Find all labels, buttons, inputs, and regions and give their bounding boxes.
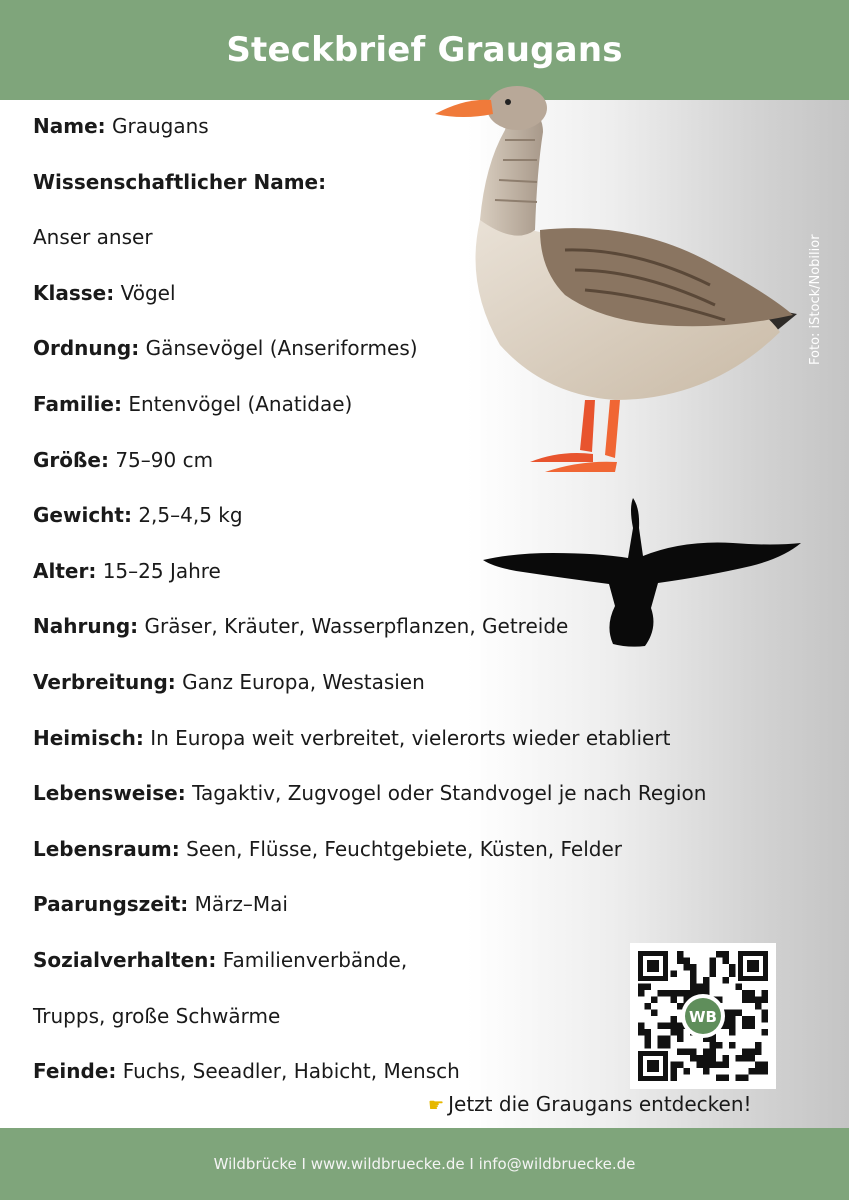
fact-value: Ganz Europa, Westasien [182, 670, 425, 694]
fact-line [33, 448, 213, 472]
page-title: Steckbrief Graugans [226, 30, 623, 70]
fact-label: Wissenschaftlicher Name: [33, 169, 327, 194]
fact-line [33, 892, 288, 916]
fact-label: Lebensraum: [33, 836, 180, 861]
fact-line [33, 503, 243, 527]
fact-label: Alter: [33, 558, 97, 583]
fact-line [33, 336, 418, 360]
fact-label: Größe: [33, 447, 109, 472]
qr-code[interactable] [630, 943, 776, 1089]
fact-label: Lebensweise: [33, 781, 186, 806]
fact-label: Klasse: [33, 280, 115, 305]
fact-value: Seen, Flüsse, Feuchtgebiete, Küsten, Felder [186, 836, 622, 861]
fact-label: Familie: [33, 392, 122, 416]
fact-line [33, 726, 670, 750]
fact-line [33, 281, 176, 305]
cta-line[interactable] [428, 1092, 752, 1116]
fact-line [33, 948, 407, 972]
content-area [0, 100, 849, 1128]
fact-line [33, 614, 568, 638]
fact-value: Graugans [112, 114, 209, 138]
fact-line [33, 225, 153, 249]
fact-value: 2,5–4,5 kg [138, 503, 243, 528]
fact-label: Name: [33, 114, 106, 138]
footer-contact[interactable]: Wildbrücke I www.wildbruecke.de I info@wildbruecke.de [213, 1155, 636, 1173]
fact-line [33, 1004, 280, 1028]
fact-value: 75–90 cm [115, 447, 214, 472]
fact-value: Fuchs, Seeadler, Habicht, Mensch [122, 1059, 460, 1084]
fact-label: Verbreitung: [33, 670, 176, 694]
fact-value: Tagaktiv, Zugvogel oder Standvogel je nach Region [192, 781, 707, 806]
fact-value: Gräser, Kräuter, Wasserpflanzen, Getreide [144, 614, 569, 639]
fact-value: Vögel [120, 280, 176, 305]
fact-value: Entenvögel (Anatidae) [128, 392, 353, 416]
fact-label: Sozialverhalten: [33, 948, 217, 972]
fact-label: Nahrung: [33, 614, 139, 639]
pointing-hand-icon: ☛ [428, 1095, 445, 1116]
fact-label: Feinde: [33, 1059, 117, 1084]
fact-value: In Europa weit verbreitet, vielerorts wieder etabliert [150, 725, 671, 750]
photo-credit: Foto: iStock/Nobilior [808, 234, 823, 365]
fact-label: Gewicht: [33, 503, 132, 528]
fact-line [33, 114, 209, 138]
fact-label: Paarungszeit: [33, 892, 189, 917]
fact-line [33, 837, 622, 861]
fact-value: März–Mai [194, 892, 288, 917]
fact-value: Familienverbände, [222, 948, 408, 972]
fact-value: 15–25 Jahre [102, 558, 221, 583]
footer-bar [0, 1128, 849, 1200]
goose-photo [425, 70, 805, 500]
fact-line [33, 392, 352, 416]
qr-logo-text: WB [689, 1008, 717, 1026]
fact-line [33, 1059, 460, 1083]
fact-line [33, 670, 425, 694]
fact-value: Anser anser [33, 225, 153, 250]
fact-line [33, 781, 706, 805]
fact-label: Ordnung: [33, 336, 140, 361]
fact-value: Gänsevögel (Anseriformes) [145, 336, 418, 361]
fact-line [33, 559, 221, 583]
fact-label: Heimisch: [33, 725, 144, 750]
fact-value: Trupps, große Schwärme [33, 1003, 281, 1028]
cta-text: Jetzt die Graugans entdecken! [448, 1092, 752, 1116]
fact-line [33, 170, 326, 194]
